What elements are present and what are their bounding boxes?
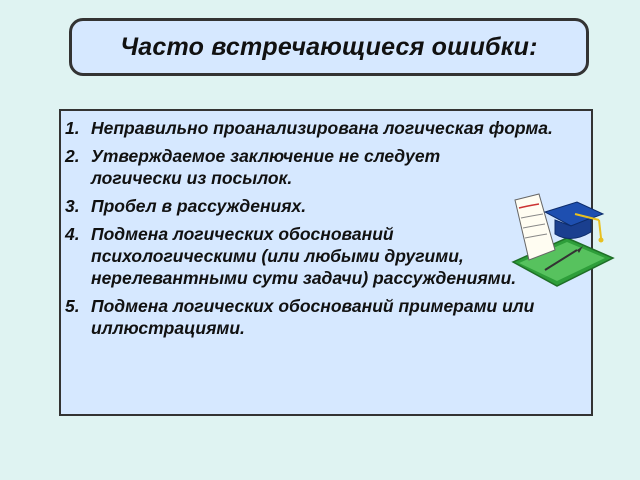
graduation-cap-diploma-icon: [505, 190, 615, 290]
list-item-text: Утверждаемое заключение не следует логически из посылок.: [91, 146, 441, 188]
list-item-number: 2.: [65, 146, 80, 166]
list-item-text: Подмена логических обоснований примерами или иллюстрациями.: [91, 296, 535, 338]
slide-title: Часто встречающиеся ошибки:: [120, 32, 538, 61]
list-item-text: Пробел в рассуждениях.: [91, 196, 307, 216]
title-box: [69, 18, 589, 76]
list-item: [61, 295, 595, 339]
list-item-number: 1.: [65, 118, 80, 138]
list-item-number: 4.: [65, 224, 80, 244]
list-item-text: Неправильно проанализирована логическая форма.: [91, 118, 553, 138]
list-item-text: Подмена логических обоснований психологическими (или любыми другими, нерелевантными сути задачи) рассуждениями.: [91, 224, 517, 288]
list-item: [61, 117, 595, 139]
list-item: [61, 145, 595, 189]
list-item-number: 3.: [65, 196, 80, 216]
list-item-number: 5.: [65, 296, 80, 316]
